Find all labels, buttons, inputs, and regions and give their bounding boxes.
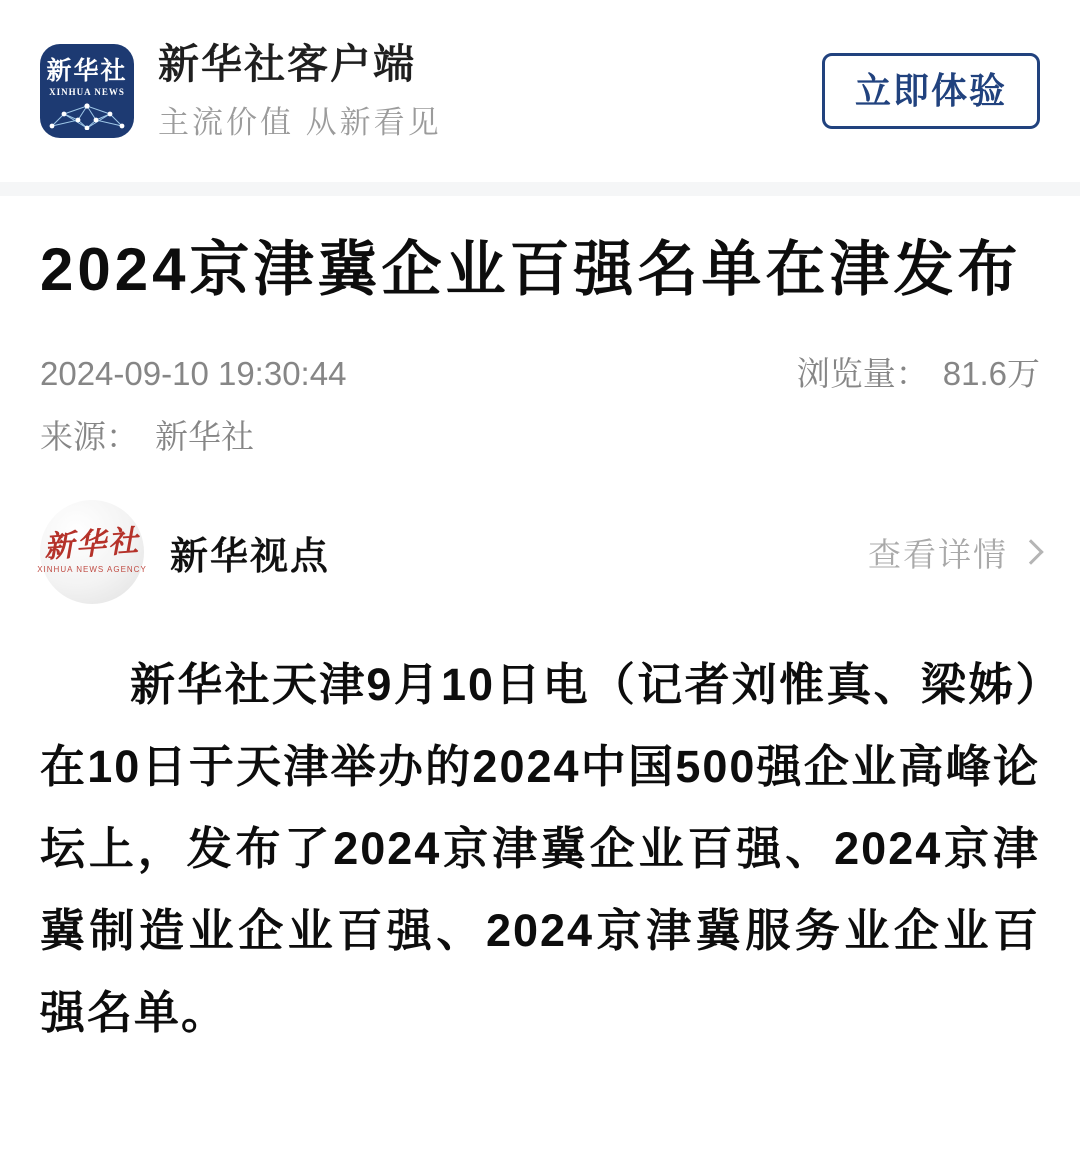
section-divider bbox=[0, 182, 1080, 196]
avatar-seal-subtext: XINHUA NEWS AGENCY bbox=[37, 565, 147, 574]
view-count-value: 81.6万 bbox=[942, 355, 1040, 392]
network-constellation-icon bbox=[48, 100, 126, 130]
view-count bbox=[797, 348, 1040, 395]
source-label: 来源： bbox=[40, 418, 139, 455]
article-meta-row bbox=[40, 348, 1040, 395]
app-banner bbox=[0, 0, 1080, 182]
view-count-label: 浏览量： bbox=[796, 355, 929, 392]
view-details-link[interactable] bbox=[868, 529, 1040, 576]
try-now-button[interactable]: 立即体验 bbox=[822, 53, 1040, 129]
article-title: 2024京津冀企业百强名单在津发布 bbox=[40, 236, 1022, 303]
view-details-label: 查看详情 bbox=[868, 535, 1008, 573]
chevron-right-icon bbox=[1018, 539, 1043, 564]
author-name[interactable]: 新华视点 bbox=[170, 535, 331, 578]
source-row bbox=[40, 411, 1040, 458]
app-titles bbox=[158, 40, 442, 142]
xinhua-app-icon bbox=[40, 44, 134, 138]
author-avatar[interactable] bbox=[37, 500, 147, 604]
app-slogan: 主流价值 从新看见 bbox=[158, 105, 442, 141]
source-value: 新华社 bbox=[155, 418, 254, 455]
app-icon-en-text: XINHUA NEWS bbox=[49, 86, 125, 97]
author-row[interactable] bbox=[37, 500, 1040, 604]
publish-datetime: 2024-09-10 19:30:44 bbox=[40, 355, 347, 392]
app-icon-cn-text: 新华社 bbox=[46, 57, 128, 86]
avatar-seal-text: 新华社 bbox=[42, 524, 141, 565]
article-body bbox=[40, 644, 1040, 1054]
article bbox=[0, 228, 1080, 1054]
article-paragraph: 新华社天津9月10日电（记者刘惟真、梁姊）在10日于天津举办的2024中国500强企业高峰论坛上，发布了2024京津冀企业百强、2024京津冀制造业企业百强、2024京津冀服务业企业百强名单。 bbox=[40, 659, 1040, 1038]
app-name: 新华社客户端 bbox=[158, 40, 416, 87]
